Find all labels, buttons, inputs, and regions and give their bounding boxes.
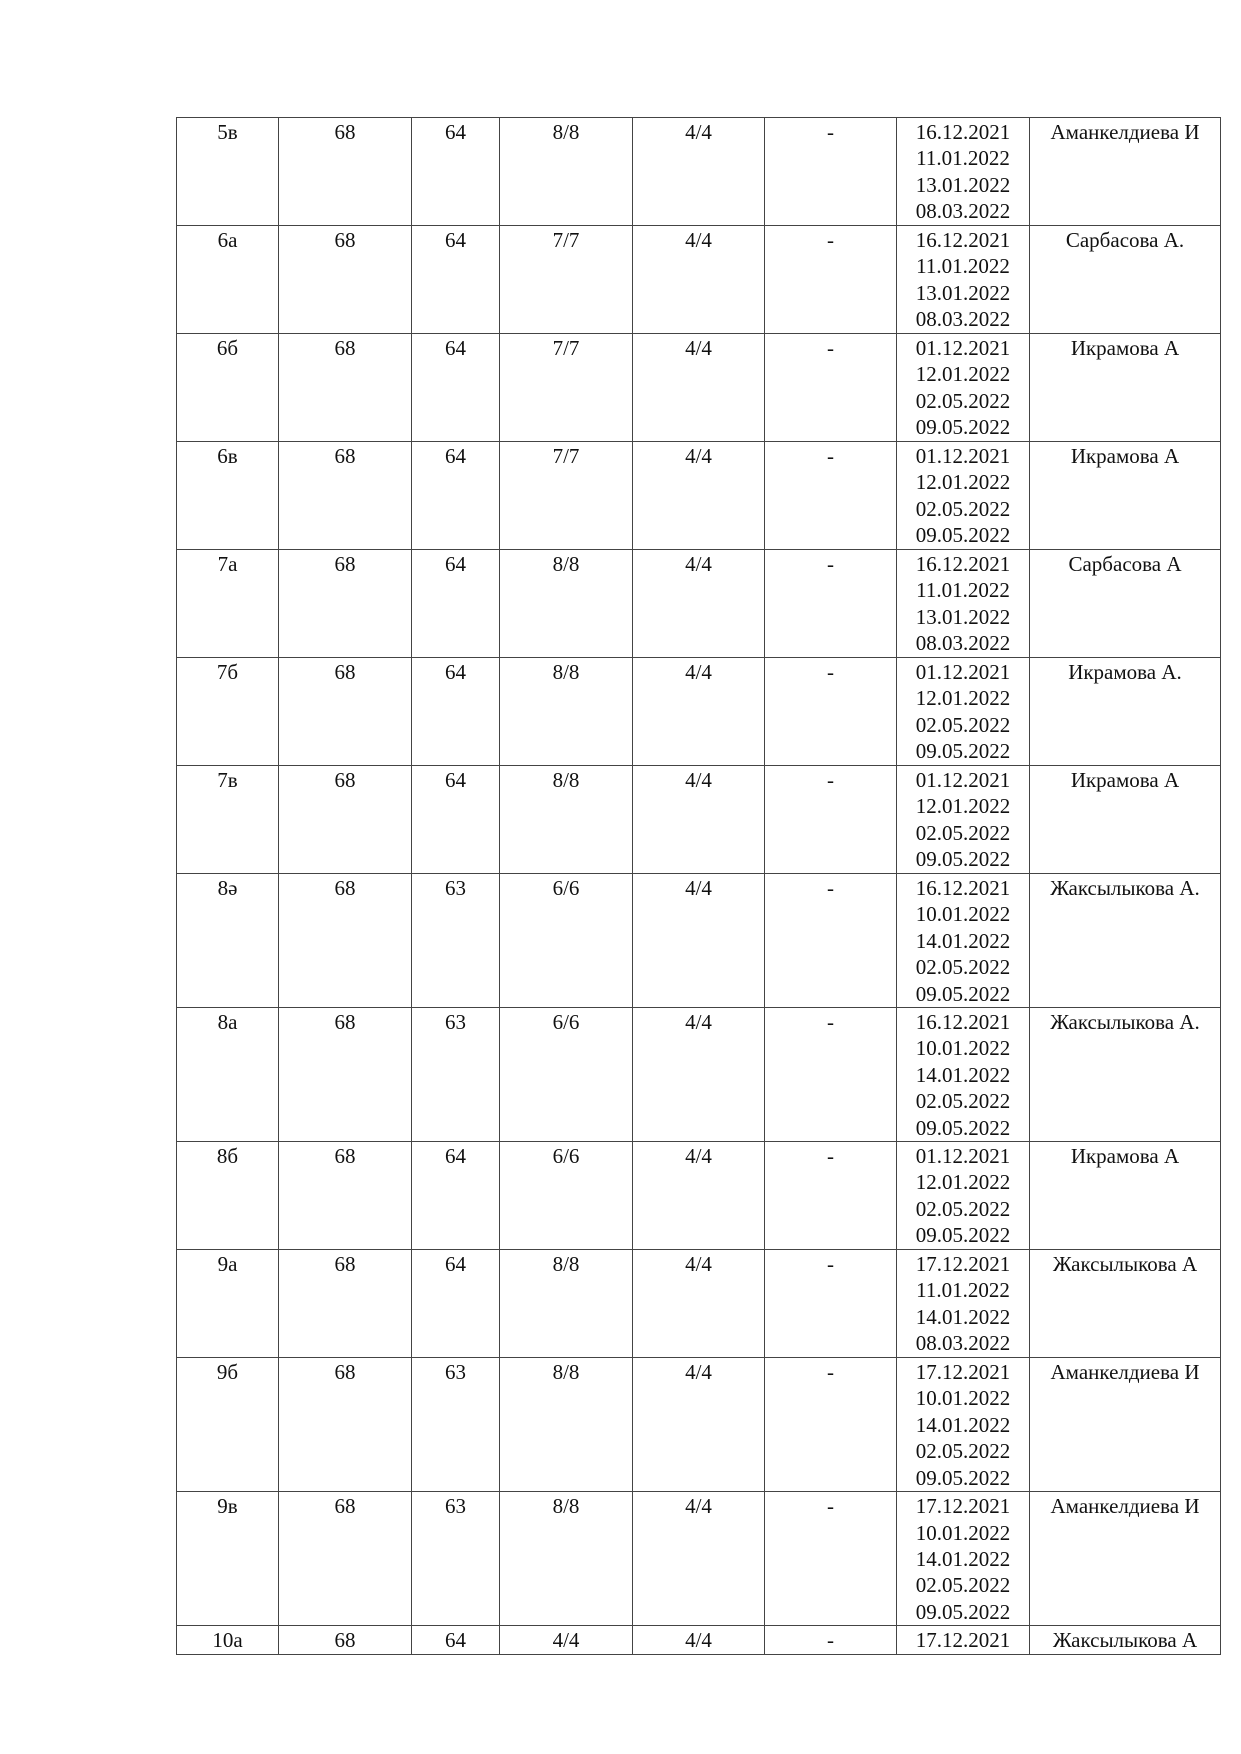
date-entry: 16.12.2021 bbox=[915, 876, 1011, 900]
date-entry: 02.05.2022 bbox=[915, 955, 1011, 980]
dates-cell bbox=[897, 1250, 1030, 1358]
column-4-cell: 8/8 bbox=[500, 550, 633, 658]
table-row bbox=[177, 550, 1221, 658]
dates-cell bbox=[897, 658, 1030, 766]
dates-cell bbox=[897, 1626, 1030, 1654]
dates-cell bbox=[897, 1492, 1030, 1626]
date-entry: 13.01.2022 bbox=[915, 280, 1011, 305]
dates-cell bbox=[897, 334, 1030, 442]
date-entry: 11.01.2022 bbox=[916, 254, 1010, 279]
hours-planned-cell: 68 bbox=[279, 442, 412, 550]
class-cell: 7в bbox=[177, 766, 279, 874]
hours-planned-cell: 68 bbox=[279, 658, 412, 766]
class-cell: 8а bbox=[177, 1008, 279, 1142]
column-5-cell: 4/4 bbox=[633, 1250, 765, 1358]
schedule-table bbox=[176, 117, 1221, 1655]
column-6-cell: - bbox=[765, 118, 897, 226]
column-5-cell: 4/4 bbox=[633, 442, 765, 550]
class-cell: 6в bbox=[177, 442, 279, 550]
column-6-cell: - bbox=[765, 1250, 897, 1358]
date-entry: 16.12.2021 bbox=[915, 228, 1011, 252]
date-entry: 12.01.2022 bbox=[915, 1170, 1011, 1195]
teacher-cell: Икрамова А bbox=[1030, 442, 1221, 550]
teacher-cell: Аманкелдиева И bbox=[1030, 118, 1221, 226]
class-cell: 8ә bbox=[177, 874, 279, 1008]
column-6-cell: - bbox=[765, 226, 897, 334]
teacher-cell: Сарбасова А. bbox=[1030, 226, 1221, 334]
date-entry: 08.03.2022 bbox=[915, 199, 1011, 224]
date-entry: 14.01.2022 bbox=[915, 1304, 1011, 1329]
hours-planned-cell: 68 bbox=[279, 226, 412, 334]
hours-planned-cell: 68 bbox=[279, 1250, 412, 1358]
column-5-cell: 4/4 bbox=[633, 658, 765, 766]
date-entry: 01.12.2021 bbox=[915, 336, 1011, 360]
table-row bbox=[177, 658, 1221, 766]
column-6-cell: - bbox=[765, 1008, 897, 1142]
table-row bbox=[177, 766, 1221, 874]
column-4-cell: 8/8 bbox=[500, 766, 633, 874]
dates-cell bbox=[897, 118, 1030, 226]
table-row bbox=[177, 1008, 1221, 1142]
teacher-cell: Жаксылыкова А bbox=[1030, 1250, 1221, 1358]
date-entry: 09.05.2022 bbox=[915, 1115, 1011, 1140]
hours-planned-cell: 68 bbox=[279, 1358, 412, 1492]
column-5-cell: 4/4 bbox=[633, 766, 765, 874]
date-entry: 10.01.2022 bbox=[915, 1036, 1011, 1061]
date-entry: 12.01.2022 bbox=[915, 470, 1011, 495]
date-entry: 11.01.2022 bbox=[916, 578, 1010, 603]
column-4-cell: 8/8 bbox=[500, 1250, 633, 1358]
hours-actual-cell: 64 bbox=[412, 766, 500, 874]
date-entry: 02.05.2022 bbox=[915, 1439, 1011, 1464]
column-6-cell: - bbox=[765, 442, 897, 550]
class-cell: 7а bbox=[177, 550, 279, 658]
teacher-cell: Аманкелдиева И bbox=[1030, 1492, 1221, 1626]
column-6-cell: - bbox=[765, 874, 897, 1008]
dates-cell bbox=[897, 1142, 1030, 1250]
hours-actual-cell: 63 bbox=[412, 874, 500, 1008]
hours-planned-cell: 68 bbox=[279, 118, 412, 226]
table-row bbox=[177, 1358, 1221, 1492]
dates-cell bbox=[897, 442, 1030, 550]
date-entry: 02.05.2022 bbox=[915, 712, 1011, 737]
class-cell: 9в bbox=[177, 1492, 279, 1626]
date-entry: 08.03.2022 bbox=[915, 307, 1011, 332]
date-entry: 16.12.2021 bbox=[915, 552, 1011, 576]
column-4-cell: 8/8 bbox=[500, 1492, 633, 1626]
column-5-cell: 4/4 bbox=[633, 334, 765, 442]
date-entry: 17.12.2021 bbox=[915, 1252, 1011, 1277]
column-4-cell: 8/8 bbox=[500, 1358, 633, 1492]
hours-actual-cell: 63 bbox=[412, 1008, 500, 1142]
date-entry: 02.05.2022 bbox=[915, 1196, 1011, 1221]
column-4-cell: 8/8 bbox=[500, 118, 633, 226]
teacher-cell: Жаксылыкова А. bbox=[1030, 874, 1221, 1008]
column-6-cell: - bbox=[765, 658, 897, 766]
date-entry: 14.01.2022 bbox=[915, 1412, 1011, 1437]
column-5-cell: 4/4 bbox=[633, 226, 765, 334]
date-entry: 02.05.2022 bbox=[915, 1573, 1011, 1598]
table-row bbox=[177, 1142, 1221, 1250]
dates-cell bbox=[897, 766, 1030, 874]
date-entry: 12.01.2022 bbox=[915, 794, 1011, 819]
date-entry: 01.12.2021 bbox=[915, 444, 1011, 468]
column-4-cell: 6/6 bbox=[500, 1142, 633, 1250]
column-5-cell: 4/4 bbox=[633, 1142, 765, 1250]
class-cell: 9а bbox=[177, 1250, 279, 1358]
date-entry: 14.01.2022 bbox=[915, 1062, 1011, 1087]
class-cell: 6а bbox=[177, 226, 279, 334]
class-cell: 10а bbox=[177, 1626, 279, 1654]
teacher-cell: Икрамова А. bbox=[1030, 658, 1221, 766]
column-4-cell: 7/7 bbox=[500, 334, 633, 442]
date-entry: 02.05.2022 bbox=[915, 820, 1011, 845]
date-entry: 09.05.2022 bbox=[915, 847, 1011, 872]
date-entry: 01.12.2021 bbox=[915, 768, 1011, 792]
column-5-cell: 4/4 bbox=[633, 874, 765, 1008]
column-5-cell: 4/4 bbox=[633, 118, 765, 226]
hours-actual-cell: 64 bbox=[412, 118, 500, 226]
teacher-cell: Жаксылыкова А. bbox=[1030, 1008, 1221, 1142]
table-row bbox=[177, 334, 1221, 442]
date-entry: 09.05.2022 bbox=[915, 1599, 1011, 1624]
date-entry: 01.12.2021 bbox=[915, 1144, 1011, 1169]
dates-cell bbox=[897, 1008, 1030, 1142]
date-entry: 17.12.2021 bbox=[915, 1360, 1011, 1385]
date-entry: 09.05.2022 bbox=[915, 981, 1011, 1006]
date-entry: 10.01.2022 bbox=[915, 902, 1011, 927]
date-entry: 09.05.2022 bbox=[915, 1223, 1011, 1248]
date-entry: 02.05.2022 bbox=[915, 388, 1011, 413]
hours-planned-cell: 68 bbox=[279, 1142, 412, 1250]
date-entry: 16.12.2021 bbox=[915, 1010, 1011, 1035]
hours-planned-cell: 68 bbox=[279, 334, 412, 442]
class-cell: 5в bbox=[177, 118, 279, 226]
hours-planned-cell: 68 bbox=[279, 766, 412, 874]
column-6-cell: - bbox=[765, 1358, 897, 1492]
date-entry: 09.05.2022 bbox=[915, 523, 1011, 548]
class-cell: 8б bbox=[177, 1142, 279, 1250]
date-entry: 13.01.2022 bbox=[915, 604, 1011, 629]
table-row bbox=[177, 874, 1221, 1008]
column-4-cell: 4/4 bbox=[500, 1626, 633, 1654]
hours-planned-cell: 68 bbox=[279, 1492, 412, 1626]
table-row bbox=[177, 1626, 1221, 1654]
date-entry: 08.03.2022 bbox=[915, 1331, 1011, 1356]
date-entry: 08.03.2022 bbox=[915, 631, 1011, 656]
column-6-cell: - bbox=[765, 334, 897, 442]
hours-actual-cell: 63 bbox=[412, 1358, 500, 1492]
date-entry: 02.05.2022 bbox=[915, 1089, 1011, 1114]
table-body bbox=[177, 118, 1221, 1655]
date-entry: 11.01.2022 bbox=[916, 1278, 1010, 1303]
hours-actual-cell: 64 bbox=[412, 334, 500, 442]
hours-actual-cell: 64 bbox=[412, 1626, 500, 1654]
dates-cell bbox=[897, 550, 1030, 658]
class-cell: 6б bbox=[177, 334, 279, 442]
date-entry: 09.05.2022 bbox=[915, 739, 1011, 764]
column-4-cell: 6/6 bbox=[500, 874, 633, 1008]
column-5-cell: 4/4 bbox=[633, 1626, 765, 1654]
column-6-cell: - bbox=[765, 1142, 897, 1250]
column-4-cell: 7/7 bbox=[500, 442, 633, 550]
hours-planned-cell: 68 bbox=[279, 1626, 412, 1654]
table-row bbox=[177, 1250, 1221, 1358]
teacher-cell: Аманкелдиева И bbox=[1030, 1358, 1221, 1492]
hours-actual-cell: 64 bbox=[412, 550, 500, 658]
hours-planned-cell: 68 bbox=[279, 550, 412, 658]
class-cell: 7б bbox=[177, 658, 279, 766]
column-6-cell: - bbox=[765, 1626, 897, 1654]
date-entry: 14.01.2022 bbox=[915, 928, 1011, 953]
class-cell: 9б bbox=[177, 1358, 279, 1492]
date-entry: 12.01.2022 bbox=[915, 362, 1011, 387]
date-entry: 01.12.2021 bbox=[915, 660, 1011, 684]
date-entry: 17.12.2021 bbox=[915, 1628, 1011, 1653]
teacher-cell: Икрамова А bbox=[1030, 766, 1221, 874]
teacher-cell: Икрамова А bbox=[1030, 334, 1221, 442]
column-5-cell: 4/4 bbox=[633, 1008, 765, 1142]
hours-actual-cell: 64 bbox=[412, 1142, 500, 1250]
hours-actual-cell: 64 bbox=[412, 658, 500, 766]
date-entry: 16.12.2021 bbox=[915, 120, 1011, 144]
teacher-cell: Икрамова А bbox=[1030, 1142, 1221, 1250]
dates-cell bbox=[897, 226, 1030, 334]
hours-planned-cell: 68 bbox=[279, 874, 412, 1008]
column-4-cell: 7/7 bbox=[500, 226, 633, 334]
date-entry: 02.05.2022 bbox=[915, 496, 1011, 521]
date-entry: 10.01.2022 bbox=[915, 1520, 1011, 1545]
teacher-cell: Сарбасова А bbox=[1030, 550, 1221, 658]
date-entry: 13.01.2022 bbox=[915, 172, 1011, 197]
column-5-cell: 4/4 bbox=[633, 1358, 765, 1492]
hours-actual-cell: 64 bbox=[412, 226, 500, 334]
date-entry: 14.01.2022 bbox=[915, 1546, 1011, 1571]
column-6-cell: - bbox=[765, 766, 897, 874]
date-entry: 10.01.2022 bbox=[915, 1386, 1011, 1411]
table-row bbox=[177, 226, 1221, 334]
column-5-cell: 4/4 bbox=[633, 1492, 765, 1626]
column-6-cell: - bbox=[765, 550, 897, 658]
date-entry: 11.01.2022 bbox=[916, 146, 1010, 171]
table-row bbox=[177, 442, 1221, 550]
dates-cell bbox=[897, 874, 1030, 1008]
hours-actual-cell: 64 bbox=[412, 442, 500, 550]
date-entry: 09.05.2022 bbox=[915, 415, 1011, 440]
date-entry: 12.01.2022 bbox=[915, 686, 1011, 711]
date-entry: 17.12.2021 bbox=[915, 1494, 1011, 1519]
dates-cell bbox=[897, 1358, 1030, 1492]
table-row bbox=[177, 118, 1221, 226]
teacher-cell: Жаксылыкова А bbox=[1030, 1626, 1221, 1654]
column-5-cell: 4/4 bbox=[633, 550, 765, 658]
column-6-cell: - bbox=[765, 1492, 897, 1626]
table-row bbox=[177, 1492, 1221, 1626]
date-entry: 09.05.2022 bbox=[915, 1465, 1011, 1490]
hours-planned-cell: 68 bbox=[279, 1008, 412, 1142]
column-4-cell: 6/6 bbox=[500, 1008, 633, 1142]
hours-actual-cell: 63 bbox=[412, 1492, 500, 1626]
hours-actual-cell: 64 bbox=[412, 1250, 500, 1358]
column-4-cell: 8/8 bbox=[500, 658, 633, 766]
